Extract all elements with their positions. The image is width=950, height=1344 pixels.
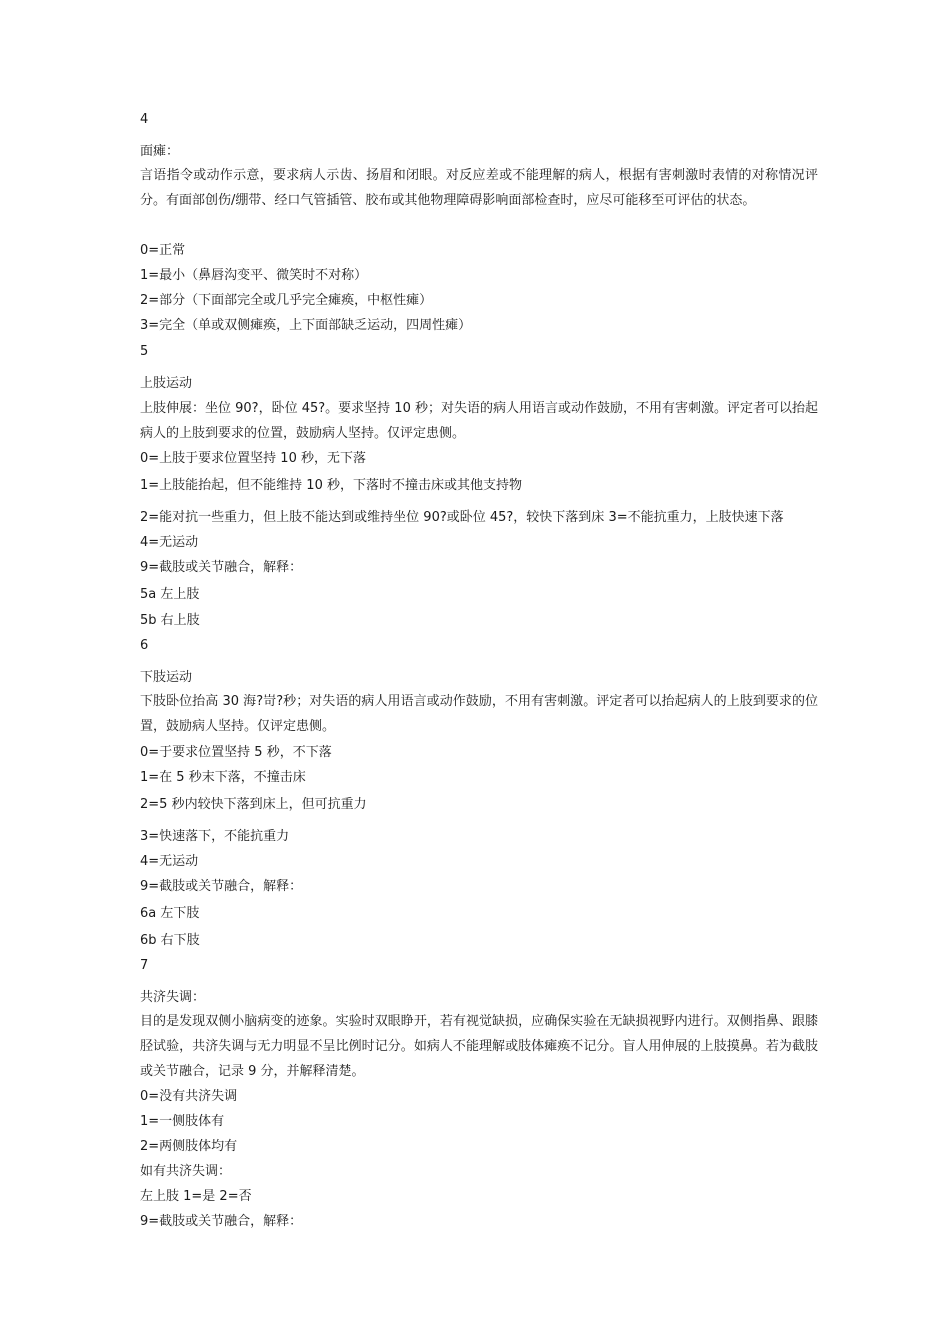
section-number: 6 [140, 638, 149, 653]
score-item: 如有共济失调： [140, 1164, 232, 1179]
section-description: 言语指令或动作示意，要求病人示齿、扬眉和闭眼。对反应差或不能理解的病人，根据有害刺激时表情的对称情况评分。有面部创伤/绷带、经口气管插管、胶布或其他物理障碍影响面部检查时，应尽可能移至可评估的状态。 [140, 168, 818, 208]
score-item: 3=快速落下，不能抗重力 [140, 829, 290, 844]
section-title: 共济失调： [140, 990, 206, 1005]
score-item: 5a 左上肢 [140, 587, 200, 602]
score-item: 9=截肢或关节融合，解释： [140, 1214, 303, 1229]
score-item: 0=上肢于要求位置坚持 10 秒，无下落 [140, 451, 366, 466]
score-item: 0=没有共济失调 [140, 1089, 238, 1104]
score-item: 0=正常 [140, 243, 186, 258]
score-item: 左上肢 1=是 2=否 [140, 1189, 252, 1204]
section-description: 目的是发现双侧小脑病变的迹象。实验时双眼睁开，若有视觉缺损，应确保实验在无缺损视野内进行。双侧指鼻、跟膝胫试验，共济失调与无力明显不呈比例时记分。如病人不能理解或肢体瘫痪不记分。盲人用伸展的上肢摸鼻。若为截肢或关节融合，记录 9 分，并解释清楚。 [140, 1014, 818, 1079]
score-item: 1=在 5 秒末下落，不撞击床 [140, 770, 306, 785]
score-item: 3=完全（单或双侧瘫痪，上下面部缺乏运动，四周性瘫） [140, 318, 472, 333]
score-item: 9=截肢或关节融合，解释： [140, 560, 303, 575]
score-item: 2=5 秒内较快下落到床上，但可抗重力 [140, 797, 367, 812]
score-item: 5b 右上肢 [140, 613, 200, 628]
section-title: 上肢运动 [140, 376, 193, 391]
score-item: 2=部分（下面部完全或几乎完全瘫痪，中枢性瘫） [140, 293, 433, 308]
score-item: 1=上肢能抬起，但不能维持 10 秒，下落时不撞击床或其他支持物 [140, 478, 522, 493]
section-number: 4 [140, 112, 149, 127]
section-title: 面瘫： [140, 144, 180, 159]
section-number: 7 [140, 958, 149, 973]
score-item: 4=无运动 [140, 854, 199, 869]
section-description: 下肢卧位抬高 30 海?岢?秒；对失语的病人用语言或动作鼓励，不用有害刺激。评定者可以抬起病人的上肢到要求的位置，鼓励病人坚持。仅评定患侧。 [140, 694, 818, 734]
section-description: 上肢伸展：坐位 90?，卧位 45?。要求坚持 10 秒；对失语的病人用语言或动作鼓励，不用有害刺激。评定者可以抬起病人的上肢到要求的位置，鼓励病人坚持。仅评定患侧。 [140, 401, 818, 441]
score-item: 1=一侧肢体有 [140, 1114, 225, 1129]
score-item: 4=无运动 [140, 535, 199, 550]
section-title: 下肢运动 [140, 670, 193, 685]
score-item: 9=截肢或关节融合，解释： [140, 879, 303, 894]
score-item: 2=能对抗一些重力，但上肢不能达到或维持坐位 90?或卧位 45?，较快下落到床 3=不能抗重力，上肢快速下落 [140, 510, 784, 525]
score-item: 6b 右下肢 [140, 933, 200, 948]
section-number: 5 [140, 344, 149, 359]
score-item: 6a 左下肢 [140, 906, 200, 921]
score-item: 2=两侧肢体均有 [140, 1139, 238, 1154]
score-item: 1=最小（鼻唇沟变平、微笑时不对称） [140, 268, 368, 283]
score-item: 0=于要求位置坚持 5 秒，不下落 [140, 745, 332, 760]
